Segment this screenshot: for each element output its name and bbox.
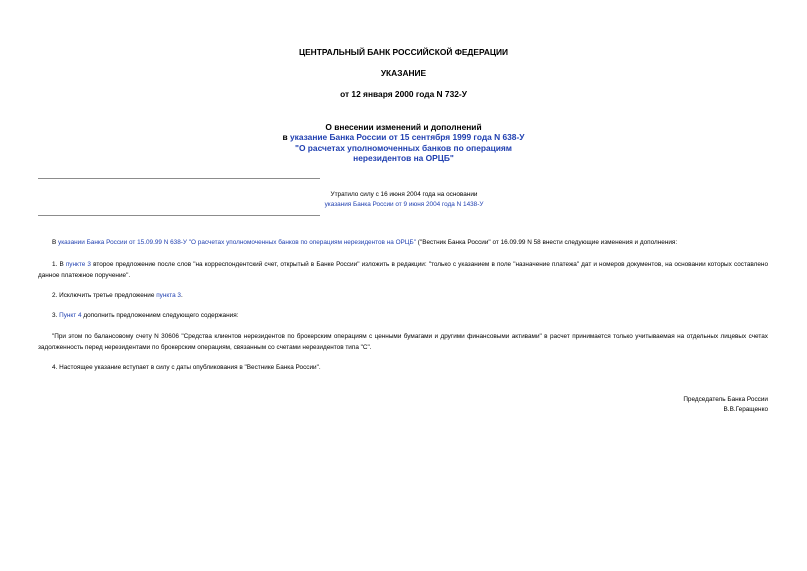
item-4-paragraph: 4. Настоящее указание вступает в силу с даты опубликования в "Вестнике Банка России".: [52, 364, 321, 371]
amended-act-title-link-line-1[interactable]: "О расчетах уполномоченных банков по операциям: [295, 142, 512, 153]
item-2-point-3-link[interactable]: пункта 3: [156, 292, 181, 299]
title-line-2: [0, 132, 807, 142]
document-type-heading: УКАЗАНИЕ: [380, 68, 427, 78]
signatory-name: В.В.Геращенко: [723, 406, 768, 413]
bottom-divider: [38, 215, 320, 216]
item-2-paragraph: [38, 291, 768, 302]
intro-prefix: В: [52, 239, 59, 246]
issuer-heading: ЦЕНТРАЛЬНЫЙ БАНК РОССИЙСКОЙ ФЕДЕРАЦИИ: [298, 47, 509, 57]
item-1-prefix: 1. В: [52, 261, 66, 268]
document-date-number: от 12 января 2000 года N 732-У: [340, 89, 467, 99]
item-2-prefix: 2. Исключить третье предложение: [52, 292, 157, 299]
title-line-2-prefix: в: [282, 132, 290, 143]
item-3-prefix: 3.: [52, 312, 60, 319]
item-1-paragraph: [38, 260, 768, 281]
top-divider: [38, 178, 320, 179]
document-title: [0, 122, 807, 164]
signatory-position: Председатель Банка России: [683, 396, 768, 403]
repealing-act-link[interactable]: указания Банка России от 9 июня 2004 года N 1438-У: [324, 201, 484, 208]
intro-act-link[interactable]: указании Банка России от 15.09.99 N 638-У: [58, 239, 187, 246]
intro-suffix: ("Вестник Банка России" от 16.09.99 N 58 внести следующие изменения и дополнения:: [416, 239, 678, 246]
expired-notice-text: Утратило силу с 16 июня 2004 года на основании: [330, 191, 478, 198]
item-3-suffix: дополнить предложением следующего содержания:: [81, 312, 239, 319]
item-1-point-3-link[interactable]: пункте 3: [65, 261, 91, 268]
amended-act-link[interactable]: указание Банка России от 15 сентября 1999 года N 638-У: [290, 132, 525, 143]
item-3-paragraph: [38, 311, 768, 322]
item-2-suffix: .: [180, 292, 183, 299]
intro-paragraph: [38, 238, 768, 249]
item-1-text: второе предложение после слов "на корреспондентский счет, открытый в Банке России" изложить в редакции: "только с указанием в поле "назначение платежа" дат и номеров документов, на основании которых составлено данное платежное поручение".: [38, 261, 769, 279]
item-3-point-4-link[interactable]: Пункт 4: [59, 312, 82, 319]
quoted-sentence-paragraph: "При этом по балансовому счету N 30606 "Средства клиентов нерезидентов по брокерским операциям с ценными бумагами и другими финансовыми активами" в расчет принимается только учитываемая на отдельных лицевых счетах задолженность перед нерезидентами по брокерским операциям, связанным со счетами нерезидентов типа "С".: [38, 333, 768, 351]
title-line-1: О внесении изменений и дополнений: [325, 122, 482, 132]
intro-act-title-link[interactable]: "О расчетах уполномоченных банков по операциям нерезидентов на ОРЦБ": [188, 239, 417, 246]
amended-act-title-link-line-2[interactable]: нерезидентов на ОРЦБ": [353, 153, 454, 164]
